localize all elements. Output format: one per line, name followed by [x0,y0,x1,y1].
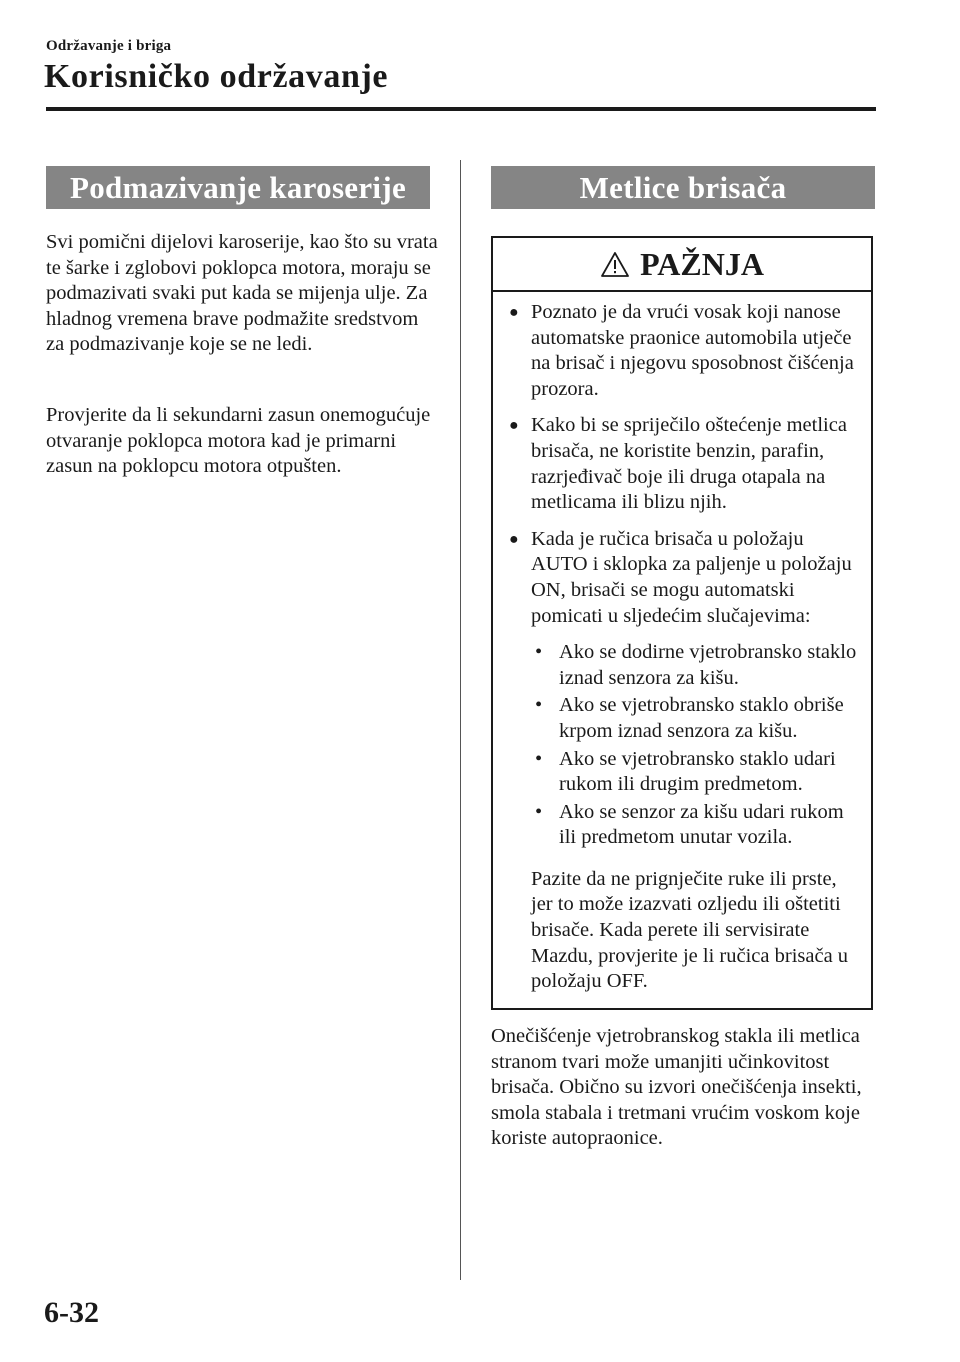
caution-bullet [509,527,859,629]
caution-note: Pazite da ne prignječite ruke ili prste, jer to može izazvati ozljedu ili oštetiti brisače. Kada perete ili servisirate Mazdu, provjerite je li ručica brisača u položaju OFF. [531,867,849,993]
caution-sub-item [531,747,859,798]
caution-sub-item-text: Ako se vjetrobransko staklo udari rukom ili drugim predmetom. [559,747,836,796]
caution-sub-item-text: Ako se vjetrobransko staklo obriše krpom iznad senzora za kišu. [559,694,844,742]
caution-bullet [509,413,859,515]
section-heading-lubrication: Podmazivanje karoserije [46,166,430,209]
caution-sub-list [531,640,859,851]
bullet-mark: ● [509,530,519,548]
caution-title: PAŽNJA [640,245,764,282]
caution-sub-item [531,640,859,691]
caution-bullet-text: Kada je ručica brisača u položaju AUTO i sklopka za paljenje u položaju ON, brisači se mogu automatski pomicati u sljedećim slučajevima: [531,527,852,627]
caution-bullet-text: Poznato je da vrući vosak koji nanose automatske praonice automobila utječe na brisač i njegovu sposobnost čišćenja prozora. [531,301,854,400]
bullet-mark: ● [509,304,519,321]
sub-bullet-mark: • [535,800,543,823]
caution-sub-item-text: Ako se dodirne vjetrobransko staklo iznad senzora za kišu. [559,641,857,689]
column-divider [460,160,461,1280]
caution-body [493,292,871,995]
sub-bullet-mark: • [535,747,543,770]
caution-bullet-text: Kako bi se spriječilo oštećenje metlica brisača, ne koristite benzin, parafin, razrjeđivač boje ili druga otapala na metlicama ili blizu njih. [531,414,847,514]
caution-sub-item [531,800,859,851]
sub-bullet-mark: • [535,694,543,717]
caution-sub-item [531,693,859,744]
lubrication-paragraph-1: Svi pomični dijelovi karoserije, kao što su vrata te šarke i zglobovi poklopca motora, moraju se podmazivati svaki put kada se mijenja ulje. Za hladnog vremena brave podmažite sredstvom za podmazivanje koje se ne ledi. [46,231,438,356]
page-number: 6-32 [44,1296,99,1329]
page-title: Korisničko održavanje [44,58,389,95]
section-heading-wiper-blades: Metlice brisača [491,166,875,209]
wiper-paragraph: Onečišćenje vjetrobranskog stakla ili metlica stranom tvari može umanjiti učinkovitost brisača. Obično su izvori onečišćenja insekti, smola stabala i tretmani vrućim voskom koje koriste autopraonice. [491,1025,862,1150]
title-rule [46,107,876,111]
bullet-mark: ● [509,417,519,435]
caution-bullet [509,300,859,402]
caution-box [491,236,873,1010]
caution-header [493,238,871,292]
warning-triangle-icon [600,251,630,278]
breadcrumb: Održavanje i briga [46,38,172,54]
lubrication-paragraph-2: Provjerite da li sekundarni zasun onemogućuje otvaranje poklopca motora kad je primarni zasun na poklopcu motora otpušten. [46,404,431,478]
caution-sub-item-text: Ako se senzor za kišu udari rukom ili predmetom unutar vozila. [559,800,844,849]
sub-bullet-mark: • [535,641,543,664]
